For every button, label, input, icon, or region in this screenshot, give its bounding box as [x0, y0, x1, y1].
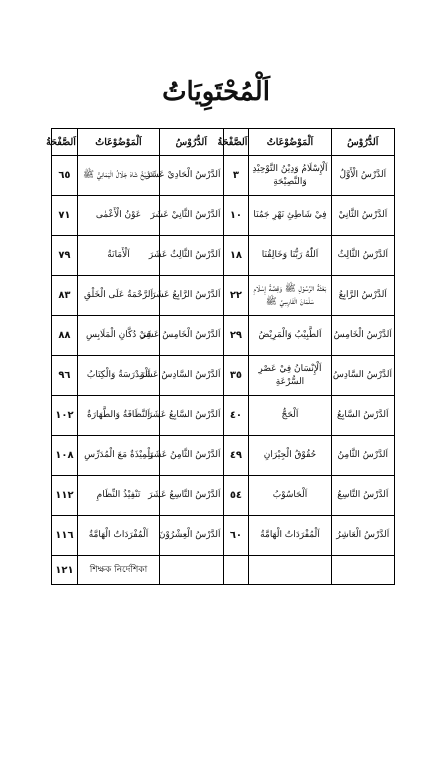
page-cell: ١١٦	[52, 516, 78, 556]
page-cell: ١٠	[223, 196, 249, 236]
lesson-cell: اَلدَّرْسُ السَّادِسُ عَشَرَ	[160, 356, 223, 396]
lesson-cell: اَلدَّرْسُ الْعَاشِرُ	[331, 516, 394, 556]
header-page: اَلصَّفْحَةُ	[223, 129, 249, 156]
topic-cell: تِلْمِيْذَةٌ مَعَ الْمُدَرِّسِ	[77, 436, 159, 476]
empty-cell	[249, 556, 331, 585]
lesson-cell: اَلدَّرْسُ الثَّانِيْ	[331, 196, 394, 236]
header-topics: اَلْمَوْضُوْعَاتُ	[249, 129, 331, 156]
table-row	[52, 316, 395, 356]
topic-cell: اَلْمُفْرَدَاتُ الْهَامَّةُ	[249, 516, 331, 556]
lesson-cell: اَلدَّرْسُ الثَّامِنُ عَشَرَ	[160, 436, 223, 476]
page-cell: ٧٩	[52, 236, 78, 276]
empty-cell	[223, 556, 249, 585]
topic-cell: تَنْفِيْذُ النِّظَامِ	[77, 476, 159, 516]
page-cell: ٢٩	[223, 316, 249, 356]
page-title: اَلْمُحْتَوِيَاتُ	[162, 77, 270, 107]
table-row	[52, 196, 395, 236]
teacher-guide-cell: শিক্ষক নির্দেশিকা	[77, 556, 159, 585]
page-cell: ٦٠	[223, 516, 249, 556]
table-row	[52, 156, 395, 196]
page-cell: ٣٥	[223, 356, 249, 396]
page-cell: ١٢١	[52, 556, 78, 585]
topic-cell: اَلشَّيْخُ شَاهْ جَلَالُ الْيَمَانِيُّ ﷺ	[77, 156, 159, 196]
header-lessons: اَلدُّرُوْسُ	[331, 129, 394, 156]
lesson-cell: اَلدَّرْسُ الثَّالِثُ عَشَرَ	[160, 236, 223, 276]
table-row	[52, 476, 395, 516]
table-row	[52, 396, 395, 436]
lesson-cell: اَلدَّرْسُ الْحَادِيْ عَشَرَ	[160, 156, 223, 196]
lesson-cell: اَلدَّرْسُ الثَّانِيْ عَشَرَ	[160, 196, 223, 236]
contents-table	[46, 128, 395, 585]
lesson-cell: اَلدَّرْسُ التَّاسِعُ عَشَرَ	[160, 476, 223, 516]
header-lessons: اَلدُّرُوْسُ	[160, 129, 223, 156]
page-cell: ١١٢	[52, 476, 78, 516]
page-cell: ٤٩	[223, 436, 249, 476]
topic-cell: فِيْ دُكَّانِ الْمَلَابِسِ	[77, 316, 159, 356]
topic-cell: اَللّٰهُ رَبُّنَا وَخَالِقُنَا	[249, 236, 331, 276]
lesson-cell: اَلدَّرْسُ الْعِشْرُوْنَ	[160, 516, 223, 556]
topic-cell: اَلْإِسْلَامُ وَدِيْنُ التَّوْحِيْدِ وَالنَّصِيْحَةِ	[249, 156, 331, 196]
page-cell: ١٠٨	[52, 436, 78, 476]
topic-cell: بَعْثَةُ الرَّسُوْلِ ﷺ وَقِصَّةُ إِسْلَامِ سَلْمَانَ الْفَارِسِيِّ ﷺ	[249, 276, 331, 316]
table-row	[52, 516, 395, 556]
page-cell: ٥٤	[223, 476, 249, 516]
page-cell: ١٠٢	[52, 396, 78, 436]
topic-cell: حُقُوْقُ الْجِيْرَانِ	[249, 436, 331, 476]
topic-cell: فِيْ شَاطِئِ نَهْرِ جَمُنَا	[249, 196, 331, 236]
topic-cell: اَلْحَجُّ	[249, 396, 331, 436]
page-cell: ٧١	[52, 196, 78, 236]
header-topics: اَلْمَوْضُوْعَاتُ	[77, 129, 159, 156]
topic-cell: اَلْأَمَانَةُ	[77, 236, 159, 276]
topic-cell: عَوْنُ الْأَعْمٰى	[77, 196, 159, 236]
topic-cell: اَلنَّظَافَةُ وَالطَّهَارَةُ	[77, 396, 159, 436]
table-row	[52, 436, 395, 476]
page-cell: ١٨	[223, 236, 249, 276]
lesson-cell: اَلدَّرْسُ الثَّامِنُ	[331, 436, 394, 476]
lesson-cell: اَلدَّرْسُ السَّادِسُ	[331, 356, 394, 396]
table-row	[52, 556, 395, 585]
page-cell: ٣	[223, 156, 249, 196]
page-cell: ٤٠	[223, 396, 249, 436]
lesson-cell: اَلدَّرْسُ الْخَامِسُ عَشَرَ	[160, 316, 223, 356]
table-row	[52, 276, 395, 316]
page-cell: ٦٥	[52, 156, 78, 196]
lesson-cell: اَلدَّرْسُ السَّابِعُ عَشَرَ	[160, 396, 223, 436]
header-page: اَلصَّفْحَةُ	[52, 129, 78, 156]
lesson-cell: اَلدَّرْسُ الرَّابِعُ عَشَرَ	[160, 276, 223, 316]
table-row	[52, 356, 395, 396]
topic-cell: اَلْإِنْسَانُ فِيْ عَصْرِ السُّرْعَةِ	[249, 356, 331, 396]
page-cell: ٢٢	[223, 276, 249, 316]
page-cell: ٨٣	[52, 276, 78, 316]
topic-cell: اَلْمَدْرَسَةُ وَالْكِتَابُ	[77, 356, 159, 396]
lesson-cell: اَلدَّرْسُ الْأَوَّلُ	[331, 156, 394, 196]
topic-cell: اَلرَّحْمَةُ عَلَى الْخَلْقِ	[77, 276, 159, 316]
lesson-cell: اَلدَّرْسُ السَّابِعُ	[331, 396, 394, 436]
lesson-cell: اَلدَّرْسُ الثَّالِثُ	[331, 236, 394, 276]
page-cell: ٩٦	[52, 356, 78, 396]
lesson-cell: اَلدَّرْسُ الرَّابِعُ	[331, 276, 394, 316]
header-row	[52, 129, 395, 156]
topic-cell: اَلْمُفْرَدَاتُ الْهَامَّةُ	[77, 516, 159, 556]
topic-cell: اَلْحَاسُوْبُ	[249, 476, 331, 516]
empty-cell	[160, 556, 223, 585]
table-row	[52, 236, 395, 276]
empty-cell	[331, 556, 394, 585]
lesson-cell: اَلدَّرْسُ الْخَامِسُ	[331, 316, 394, 356]
topic-cell: اَلطَّبِيْبُ وَالْمَرِيْضُ	[249, 316, 331, 356]
lesson-cell: اَلدَّرْسُ التَّاسِعُ	[331, 476, 394, 516]
page-cell: ٨٨	[52, 316, 78, 356]
